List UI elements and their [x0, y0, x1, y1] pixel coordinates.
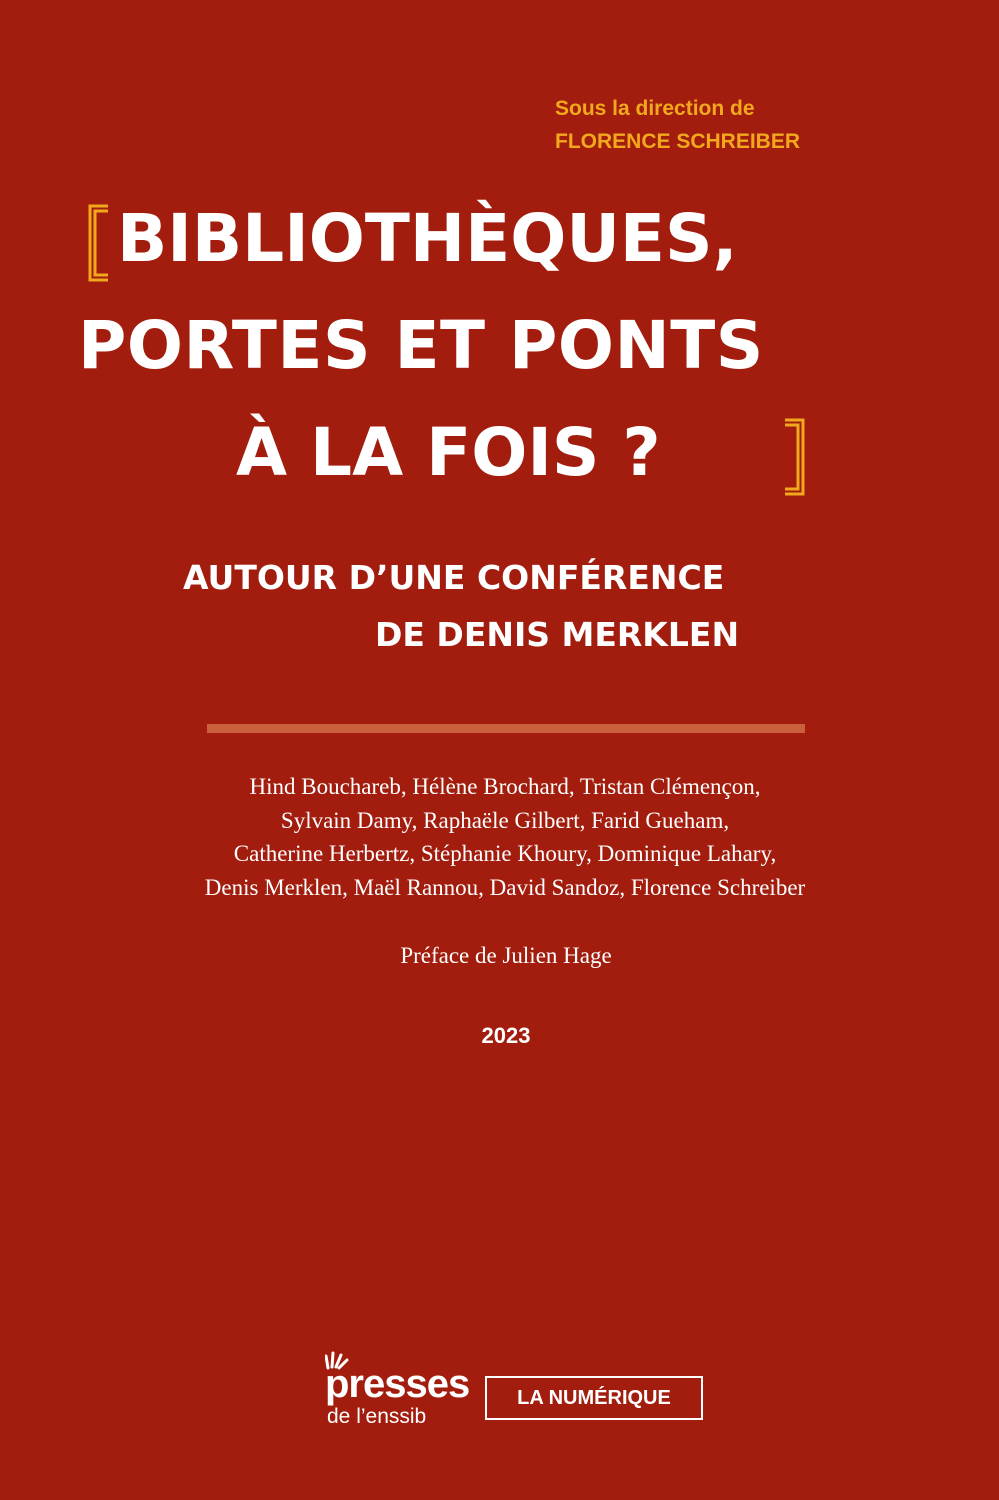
subtitle-line-1: AUTOUR D’UNE CONFÉRENCE — [183, 558, 725, 597]
editor-name: FLORENCE SCHREIBER — [555, 130, 801, 153]
authors-line-4: Denis Merklen, Maël Rannou, David Sandoz, Florence Schreiber — [204, 874, 806, 900]
authors-list — [100, 770, 910, 904]
authors-line-3: Catherine Herbertz, Stéphanie Khoury, Dominique Lahary, — [233, 841, 777, 866]
editor-credit — [555, 92, 800, 158]
authors-line-2: Sylvain Damy, Raphaële Gilbert, Farid Gueham, — [280, 807, 730, 833]
title-line-2: PORTES ET PONTS — [78, 307, 764, 384]
publisher-name: presses — [325, 1362, 470, 1406]
title-line-1: BIBLIOTHÈQUES, — [117, 200, 738, 277]
title-line-3: À LA FOIS ? — [236, 414, 661, 491]
divider-rule — [207, 724, 805, 733]
close-bracket-icon — [783, 417, 807, 497]
preface-credit: Préface de Julien Hage — [400, 943, 612, 968]
publication-year: 2023 — [481, 1023, 531, 1048]
subtitle-line-2: DE DENIS MERKLEN — [375, 615, 740, 654]
collection-badge: LA NUMÉRIQUE — [485, 1376, 703, 1420]
publisher-subname: de l’enssib — [327, 1405, 427, 1428]
editor-label: Sous la direction de — [555, 97, 755, 120]
open-bracket-icon — [86, 203, 110, 283]
authors-line-1: Hind Bouchareb, Hélène Brochard, Tristan Clémençon, — [249, 774, 761, 799]
